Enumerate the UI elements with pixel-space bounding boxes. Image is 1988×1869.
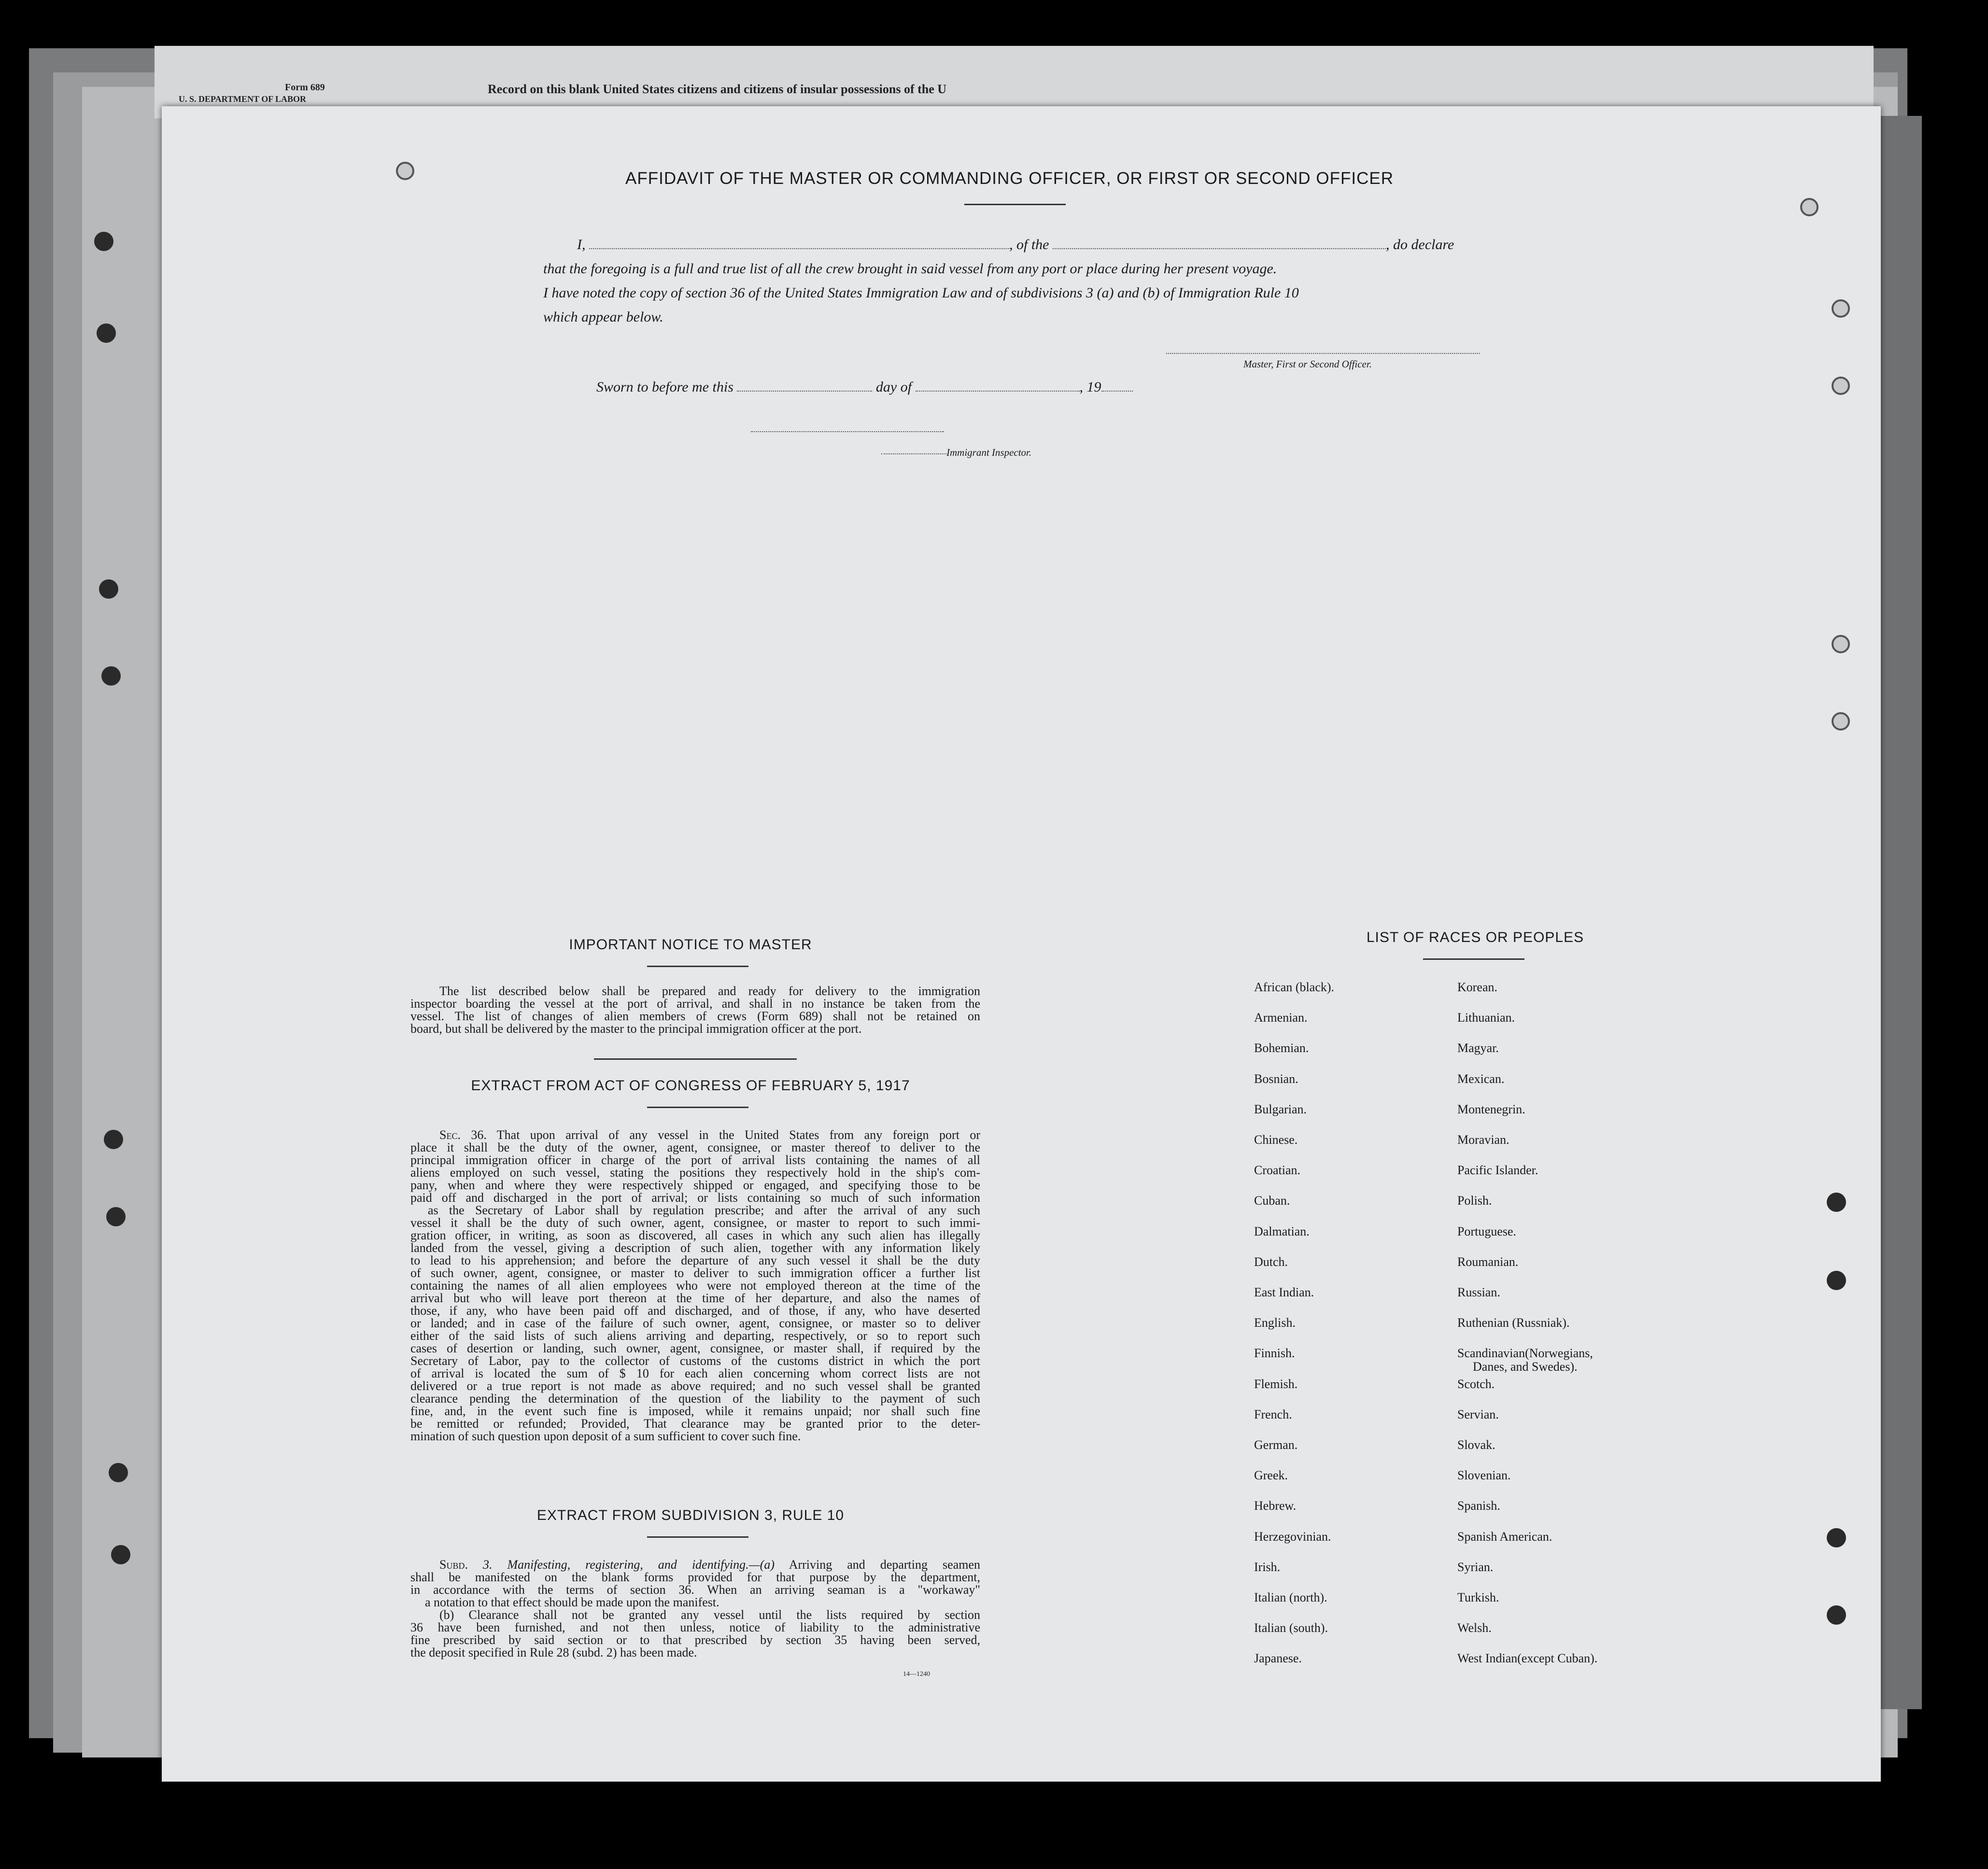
extract-rule-line: fine prescribed by said section or to that prescribed by section 35 having been served,: [410, 1633, 980, 1647]
extract-rule-line: in accordance with the terms of section 36. When an arriving seaman is a "workaway": [410, 1583, 980, 1597]
race-item: Herzegovinian.: [1254, 1529, 1331, 1544]
race-item: Magyar.: [1457, 1041, 1499, 1055]
race-item: Bohemian.: [1254, 1041, 1309, 1055]
extract-rule-line: (b) Clearance shall not be granted any vessel until the lists required by section: [439, 1608, 980, 1622]
extract-act-line: to lead to his apprehension; and before the departure of any such vessel it shall be the duty: [410, 1253, 980, 1267]
extract-act-line: as the Secretary of Labor shall by regulation prescribe; and after the arrival of any such: [428, 1203, 980, 1217]
affidavit-line-2: that the foregoing is a full and true list of all the crew brought in said vessel from any port or place during her present voyage.: [543, 261, 1277, 277]
signature-blank[interactable]: [1166, 352, 1480, 354]
sheet-hole-icon: [1832, 377, 1850, 395]
extract-rule-line: a notation to that effect should be made upon the manifest.: [425, 1595, 719, 1609]
extract-act-line: clearance pending the determination of the question of the liability to the payment of such: [410, 1391, 980, 1405]
extract-rule-line: shall be manifested on the blank forms provided for that purpose by the department,: [410, 1570, 980, 1584]
notice-line: board, but shall be delivered by the master to the principal immigration officer at the port.: [410, 1022, 862, 1036]
race-item: East Indian.: [1254, 1285, 1314, 1299]
extract-act-line: arrival but who will leave port thereon at the time of her departure, and also the names of: [410, 1291, 980, 1305]
affidavit-line-3: I have noted the copy of section 36 of the United States Immigration Law and of subdivisions 3 (a) and (b) of Immigration Rule 10: [543, 285, 1299, 301]
race-item: Slovak.: [1457, 1438, 1495, 1452]
sheet-hole-icon: [1827, 1271, 1846, 1290]
back-department-label: U. S. DEPARTMENT OF LABOR: [179, 94, 307, 104]
extract-rule-title-rule: [647, 1536, 748, 1538]
affidavit-line-1: [577, 237, 1454, 253]
binder-hole-icon: [101, 666, 121, 686]
inspector-signature-blank[interactable]: [751, 431, 944, 432]
extract-rule-line: 36 have been furnished, and not then unless, notice of liability to the administrative: [410, 1620, 980, 1634]
affidavit-title: AFFIDAVIT OF THE MASTER OR COMMANDING OFFICER, OR FIRST OR SECOND OFFICER: [625, 169, 1394, 188]
race-item: Croatian.: [1254, 1163, 1301, 1178]
notice-end-rule: [594, 1058, 797, 1060]
affidavit-i-label: I,: [577, 237, 586, 253]
extract-act-line: of such owner, agent, consignee, or master to deliver to such immigration officer a further list: [410, 1266, 980, 1280]
race-item: Turkish.: [1457, 1590, 1499, 1604]
race-item: Italian (north).: [1254, 1590, 1327, 1604]
sheet-hole-icon: [1827, 1193, 1846, 1212]
race-item: Greek.: [1254, 1468, 1288, 1483]
sec-label: Sec.: [439, 1128, 461, 1142]
race-item: Portuguese.: [1457, 1224, 1517, 1238]
race-item: Roumanian.: [1457, 1254, 1519, 1269]
sworn-line: [596, 379, 1133, 395]
sheet-hole-icon: [1827, 1528, 1846, 1547]
inspector-label: Immigrant Inspector.: [946, 447, 1032, 458]
notice-line: The list described below shall be prepared and ready for delivery to the immigration: [439, 984, 980, 998]
vessel-blank[interactable]: [1053, 248, 1386, 249]
extract-act-line: be remitted or refunded; Provided, That clearance may be granted prior to the deter-: [410, 1417, 980, 1431]
extract-act-line: principal immigration officer in charge of the port of arrival lists containing the names of all: [410, 1153, 980, 1167]
extract-act-line: or landed; and in case of the failure of such owner, agent, consignee, or master so to deliver: [410, 1316, 980, 1330]
notice-line: inspector boarding the vessel at the port of arrival, and shall in no instance be taken from the: [410, 997, 980, 1011]
race-item: Polish.: [1457, 1194, 1492, 1208]
races-title-rule: [1423, 958, 1524, 960]
back-record-note: Record on this blank United States citizens and citizens of insular possessions of the U: [488, 82, 947, 96]
race-item: Flemish.: [1254, 1377, 1298, 1391]
race-item: Welsh.: [1457, 1621, 1492, 1635]
sheet-hole-icon: [1800, 198, 1819, 216]
affidavit-sheet: [162, 106, 1881, 1782]
race-item: Mexican.: [1457, 1071, 1505, 1086]
extract-act-line: vessel it shall be the duty of such owner, agent, consignee, or master to report to such immi-: [410, 1216, 980, 1230]
extract-act-line-text: 36. That upon arrival of any vessel in the United States from any foreign port or: [471, 1128, 980, 1142]
binder-hole-icon: [111, 1545, 130, 1564]
sheet-hole-icon: [1832, 635, 1850, 653]
race-item: Korean.: [1457, 980, 1498, 994]
race-item: Armenian.: [1254, 1011, 1308, 1025]
sworn-day-label: day of: [875, 379, 912, 395]
race-scandinavian-continued: Danes, and Swedes).: [1473, 1360, 1578, 1374]
races-title: LIST OF RACES OR PEOPLES: [1366, 929, 1584, 945]
affidavit-declare-label: , do declare: [1386, 237, 1454, 253]
affidavit-of-the-label: , of the: [1009, 237, 1049, 253]
inspector-name-blank[interactable]: [881, 453, 946, 454]
affidavit-line-4: which appear below.: [543, 309, 663, 325]
notice-line: vessel. The list of changes of alien members of crews (Form 689) shall not be retained on: [410, 1009, 980, 1023]
race-item: Dutch.: [1254, 1254, 1288, 1269]
extract-act-title: EXTRACT FROM ACT OF CONGRESS OF FEBRUARY 5, 1917: [471, 1078, 910, 1094]
race-item: Japanese.: [1254, 1651, 1302, 1666]
back-form-label: Form 689: [285, 82, 325, 93]
extract-act-line: paid off and discharged in the port of arrival; or lists containing so much of such information: [410, 1191, 980, 1205]
extract-rule-line-0: [410, 1559, 980, 1571]
race-item: Servian.: [1457, 1407, 1499, 1421]
sheet-hole-icon: [396, 162, 414, 180]
race-item: Montenegrin.: [1457, 1102, 1525, 1116]
binder-hole-icon: [97, 323, 116, 343]
sworn-prefix: Sworn to before me this: [596, 379, 733, 395]
sheet-hole-icon: [1827, 1605, 1846, 1625]
race-item: Dalmatian.: [1254, 1224, 1310, 1238]
binder-hole-icon: [94, 232, 113, 251]
sheet-hole-icon: [1832, 299, 1850, 318]
subd-label: Subd.: [439, 1558, 468, 1572]
extract-act-line: pany, when and where they were respectively shipped or engaged, and specifying those to be: [410, 1178, 980, 1192]
extract-act-line: aliens employed on such vessel, stating the positions they respectively hold in the ship's com-: [410, 1166, 980, 1180]
race-item: Scotch.: [1457, 1377, 1495, 1391]
name-blank[interactable]: [589, 248, 1009, 249]
race-item: Spanish American.: [1457, 1529, 1552, 1544]
extract-act-line: those, if any, who have been paid off and discharged, and of those, if any, who have deserted: [410, 1304, 980, 1318]
sworn-year-blank[interactable]: [1101, 390, 1133, 392]
subd-heading: 3. Manifesting, registering, and identifying.—(a): [483, 1558, 775, 1572]
extract-act-line: of arrival is located the sum of $ 10 for each alien concerning whom correct lists are not: [410, 1366, 980, 1380]
sheet-hole-icon: [1832, 712, 1850, 731]
race-item: African (black).: [1254, 980, 1335, 994]
race-item: Lithuanian.: [1457, 1011, 1515, 1025]
race-item: Syrian.: [1457, 1560, 1494, 1574]
race-item: Spanish.: [1457, 1499, 1500, 1513]
race-item: Moravian.: [1457, 1133, 1509, 1147]
binder-hole-icon: [99, 579, 118, 599]
race-item: English.: [1254, 1316, 1296, 1330]
race-item: Scandinavian(Norwegians,: [1457, 1346, 1593, 1361]
race-item: French.: [1254, 1407, 1292, 1421]
race-item: Chinese.: [1254, 1133, 1298, 1147]
sworn-month-blank[interactable]: [916, 390, 1080, 392]
race-item: Irish.: [1254, 1560, 1281, 1574]
race-item: Pacific Islander.: [1457, 1163, 1538, 1178]
race-item: Slovenian.: [1457, 1468, 1511, 1483]
notice-title-rule: [647, 966, 748, 967]
race-item: West Indian(except Cuban).: [1457, 1651, 1598, 1666]
binder-hole-icon: [106, 1207, 126, 1226]
sworn-day-blank[interactable]: [737, 390, 872, 392]
extract-act-text: [410, 1129, 980, 1443]
race-item: Hebrew.: [1254, 1499, 1297, 1513]
race-item: Russian.: [1457, 1285, 1500, 1299]
extract-act-line: delivered or a true report is not made as above required; and no such vessel shall be granted: [410, 1379, 980, 1393]
signature-label: Master, First or Second Officer.: [1243, 358, 1372, 370]
extract-rule-line-text: Arriving and departing seamen: [789, 1558, 980, 1572]
binder-hole-icon: [109, 1463, 128, 1482]
extract-act-line: cases of desertion or landing, such owner, agent, consignee, or master shall, if required by the: [410, 1341, 980, 1355]
extract-act-line: fine, and, in the event such fine is imposed, while it remains unpaid; nor shall such fine: [410, 1404, 980, 1418]
race-item: Cuban.: [1254, 1194, 1290, 1208]
race-item: German.: [1254, 1438, 1298, 1452]
sworn-year-label: , 19: [1079, 379, 1101, 395]
print-code: 14—1240: [903, 1671, 930, 1678]
race-item: Bosnian.: [1254, 1071, 1298, 1086]
race-item: Bulgarian.: [1254, 1102, 1307, 1116]
extract-act-line: either of the said lists of such aliens arriving and departing, respectively, or so to report such: [410, 1329, 980, 1343]
binder-hole-icon: [104, 1130, 123, 1149]
race-item: Italian (south).: [1254, 1621, 1328, 1635]
extract-act-line-0: [410, 1129, 980, 1141]
notice-text: [410, 985, 980, 1035]
extract-act-title-rule: [647, 1107, 748, 1108]
extract-act-line: Secretary of Labor, pay to the collector of customs of the customs district in which the port: [410, 1354, 980, 1368]
extract-act-line: containing the names of all alien employees who were not employed thereon at the time of the: [410, 1279, 980, 1293]
notice-title: IMPORTANT NOTICE TO MASTER: [569, 937, 812, 953]
extract-act-line: landed from the vessel, giving a description of such alien, together with any information likely: [410, 1241, 980, 1255]
race-item: Finnish.: [1254, 1346, 1295, 1361]
extract-act-line: place it shall be the duty of the owner, agent, consignee, or master thereof to deliver to the: [410, 1140, 980, 1154]
extract-rule-line: the deposit specified in Rule 28 (subd. 2) has been made.: [410, 1645, 697, 1659]
extract-rule-text: [410, 1559, 980, 1659]
race-item: Ruthenian (Russniak).: [1457, 1316, 1570, 1330]
extract-rule-title: EXTRACT FROM SUBDIVISION 3, RULE 10: [536, 1507, 845, 1523]
extract-act-line: mination of such question upon deposit of a sum sufficient to cover such fine.: [410, 1429, 801, 1443]
title-rule: [964, 204, 1066, 205]
extract-act-line: gration officer, in writing, as soon as discovered, all cases in which any such alien has illegally: [410, 1228, 980, 1242]
